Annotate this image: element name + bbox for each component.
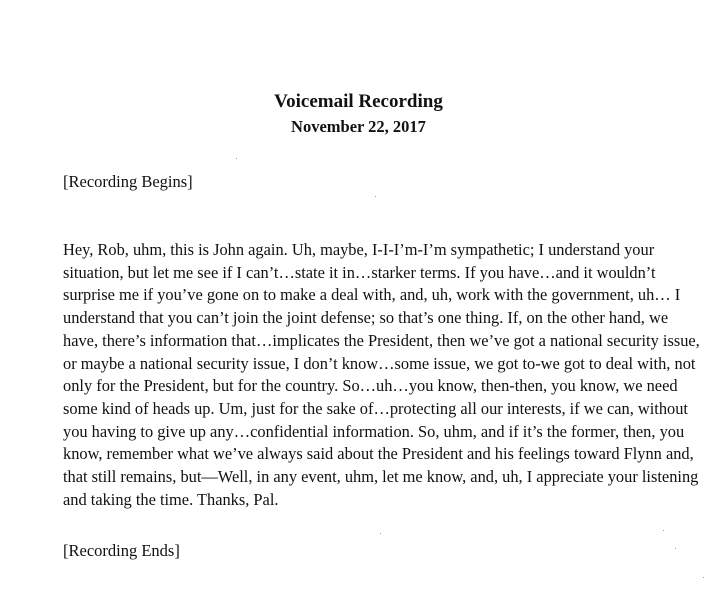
scan-speck [236, 158, 237, 159]
scan-speck [663, 530, 664, 531]
document-title: Voicemail Recording [274, 91, 443, 112]
recording-begins-marker: [Recording Begins] [63, 172, 193, 191]
transcript-line: have, there’s information that…implicates the President, then we’ve got a national security issue, [63, 330, 700, 350]
transcript-line: Hey, Rob, uhm, this is John again. Uh, maybe, I-I-I’m-I’m sympathetic; I understand your [63, 240, 655, 259]
document-date: November 22, 2017 [291, 117, 426, 136]
transcript-line: understand that you can’t join the joint defense; so that’s one thing. If, on the other hand, we [63, 308, 669, 328]
transcript-line: and taking the time. Thanks, Pal. [63, 489, 279, 509]
transcript-line: surprise me if you’ve gone on to make a deal with, and, uh, work with the government, uh… I [63, 285, 681, 305]
transcript-line: you having to give up any…confidential information. So, uhm, and if it’s the former, then, you [63, 421, 685, 441]
scan-speck [675, 548, 676, 549]
transcript-line: know, remember what we’ve always said about the President and his feelings toward Flynn and, [63, 444, 694, 464]
transcript-line: some kind of heads up. Um, just for the sake of…protecting all our interests, if we can, without [63, 398, 688, 418]
recording-ends-marker: [Recording Ends] [63, 541, 180, 560]
transcript-paragraph [63, 239, 703, 511]
scan-speck [375, 196, 376, 197]
scan-speck [380, 533, 381, 534]
transcript-line: or maybe a national security issue, I don’t know…some issue, we got to-we got to deal with, not [63, 353, 696, 373]
scan-speck [703, 577, 704, 578]
transcript-line: only for the President, but for the country. So…uh…you know, then-then, you know, we need [63, 376, 678, 396]
transcript-line: situation, but let me see if I can’t…state it in…starker terms. If you have…and it wouldn’t [63, 262, 656, 282]
transcript-line: that still remains, but—Well, in any event, uhm, let me know, and, uh, I appreciate your listening [63, 467, 699, 487]
